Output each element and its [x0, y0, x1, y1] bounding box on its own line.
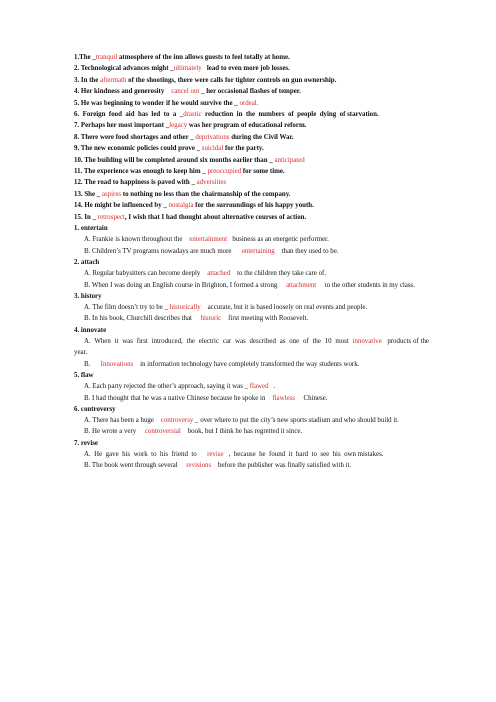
word-group-heading: 2. attach	[74, 258, 100, 266]
sentence-text: , because he found it hard to see his own mistakes.	[223, 451, 384, 459]
sentence-text: in information technology have completely transformed the way students work.	[133, 360, 360, 368]
sentence-text: A. The film doesn’t try to be _	[84, 304, 170, 312]
sentence-text: for some time.	[241, 168, 285, 176]
sentence-text: to nothing no less than the chairmanship of the company.	[121, 190, 291, 198]
sentence-item	[74, 381, 429, 392]
answer-word: innovative	[352, 338, 382, 346]
sentence-text: 3. In the	[74, 76, 101, 84]
word-group-heading: 4. innovate	[74, 326, 107, 334]
answer-word: legacy	[169, 122, 188, 130]
sentence-item	[74, 200, 429, 211]
sentence-item	[74, 313, 429, 324]
sentence-text: B. In his book, Churchill describes that	[84, 315, 201, 323]
word-group	[74, 438, 429, 472]
sentence-text: B. The book went through several	[84, 462, 187, 470]
sentence-text: 8. There were food shortages and other _	[74, 133, 196, 141]
answer-word: historic	[200, 315, 222, 323]
answer-word: suicidal	[201, 145, 224, 153]
sentence-item	[74, 336, 429, 359]
answer-word: revise	[207, 451, 224, 459]
sentence-text: 1.The _	[74, 54, 96, 61]
sentence-text: A. Each party rejected the other’s approach, saying it was _	[84, 383, 250, 391]
sentence-item	[74, 109, 429, 120]
answer-word: preoccupied	[207, 168, 242, 176]
sentence-text: 5. He was beginning to wonder if he would survive the _	[74, 99, 240, 107]
sentence-text: , I wish that I had thought about alternative courses of action.	[124, 213, 307, 221]
word-group	[74, 257, 429, 291]
sentence-text: B. When I was doing an English course in Brighton, I formed a strong	[84, 281, 286, 289]
sentence-text: _ her occasional flashes of temper.	[199, 88, 301, 96]
word-group-heading-line	[74, 404, 429, 415]
answer-word: adversities	[196, 179, 227, 187]
word-group	[74, 325, 429, 370]
sentence-text: business as an energetic performer.	[227, 236, 329, 244]
answer-word: attachment	[285, 281, 317, 289]
sentence-item	[74, 63, 429, 74]
word-group	[74, 291, 429, 325]
answer-word: revisions	[186, 462, 212, 470]
sentence-item	[74, 359, 429, 370]
sentence-text: than they used to be.	[274, 247, 339, 255]
sentence-text: products of the year.	[74, 338, 431, 357]
sentence-text: 12. The road to happiness is paved with _	[74, 179, 197, 187]
sentence-item	[74, 177, 429, 188]
sentence-item	[74, 132, 429, 143]
answer-word: entertainment	[189, 236, 228, 244]
sentence-text: for the party.	[223, 145, 264, 153]
sentence-text: 4. Her kindness and generosity	[74, 88, 172, 96]
sentence-text: 14. He might be influenced by _	[74, 202, 169, 210]
answer-word: controversial	[144, 428, 181, 436]
sentence-item	[74, 166, 429, 177]
word-form-section	[74, 223, 429, 472]
sentence-text: book, but I think he has regretted it since.	[180, 428, 303, 436]
sentence-text: during the Civil War.	[229, 133, 294, 141]
answer-word: attached	[207, 270, 231, 278]
answer-word: nostalgia	[168, 202, 194, 210]
sentence-text: 11. The experience was enough to keep him _	[74, 168, 208, 176]
sentence-text: 9. The new economic policies could prove _	[74, 145, 202, 153]
word-group-heading-line	[74, 257, 429, 268]
answer-word: entertaining	[241, 247, 275, 255]
word-group-heading: 3. history	[74, 292, 102, 300]
answer-word: Innovations	[100, 360, 134, 368]
sentence-text: A. When it was first introduced, the electric car was described as one of the 10 most	[84, 338, 353, 346]
sentence-item	[74, 393, 429, 404]
answer-word: retrospect	[97, 213, 125, 221]
answer-word: aspires	[101, 190, 122, 198]
sentence-item	[74, 212, 429, 223]
sentence-text: 15. In _	[74, 213, 98, 221]
sentence-text: A. There has been a huge	[84, 417, 161, 425]
sentence-text: A. Frankie is known throughout the	[84, 236, 190, 244]
sentence-text: B.	[84, 360, 101, 368]
sentence-text: B. I had thought that he was a native Chinese because he spoke in	[84, 394, 273, 402]
sentence-text: _ over where to put the city’s new sports stadium and who should build it.	[193, 417, 399, 425]
sentence-item	[74, 86, 429, 97]
word-group-heading-line	[74, 438, 429, 449]
sentence-item	[74, 426, 429, 437]
word-group-heading-line	[74, 370, 429, 381]
word-group-heading: 1. entertain	[74, 225, 108, 233]
sentence-text: to the other students in my class.	[316, 281, 415, 289]
sentence-item	[74, 415, 429, 426]
sentence-text: 13. She _	[74, 190, 102, 198]
sentence-item	[74, 155, 429, 166]
sentence-item	[74, 234, 429, 245]
sentence-text: 10. The building will be completed around six months earlier than _	[74, 156, 275, 164]
sentence-text: atmosphere of the inn allows guests to feel totally at home.	[117, 54, 290, 61]
sentence-item	[74, 449, 429, 460]
document-page	[74, 52, 429, 472]
answer-word: aftermath	[100, 76, 127, 84]
sentence-item	[74, 52, 429, 63]
sentence-text: 6. Foreign food aid has led to a _	[74, 111, 184, 119]
answer-word: anticipated	[274, 156, 305, 164]
answer-word: ordeal.	[239, 99, 259, 107]
sentence-item	[74, 189, 429, 200]
answer-word: ultimately	[173, 65, 202, 73]
sentence-text: was her program of educational reform.	[187, 122, 307, 130]
sentence-text: Chinese.	[294, 394, 328, 402]
sentence-text: B. Children’s TV programs nowadays are much more	[84, 247, 242, 255]
sentence-text: B. He wrote a very	[84, 428, 145, 436]
sentence-text: accurate, but it is based loosely on real events and people.	[200, 304, 368, 312]
sentence-text: of the shootings, there were calls for tighter controls on gun ownership.	[126, 76, 337, 84]
answer-word: deprivations	[195, 133, 230, 141]
sentence-text: to the children they take care of.	[230, 270, 327, 278]
sentence-item	[74, 302, 429, 313]
sentence-text: 2. Technological advances might _	[74, 65, 174, 73]
sentence-item	[74, 120, 429, 131]
answer-word: controversy	[160, 417, 194, 425]
word-group-heading-line	[74, 291, 429, 302]
sentence-text: A. He gave his work to his friend to	[84, 451, 208, 459]
sentence-text: .	[268, 383, 276, 391]
sentence-item	[74, 246, 429, 257]
answer-word: historically	[169, 304, 201, 312]
word-group	[74, 223, 429, 257]
answer-word: flawless	[272, 394, 295, 402]
sentence-item	[74, 280, 429, 291]
word-group-heading-line	[74, 325, 429, 336]
sentence-text: A. Regular babysitters can become deeply	[84, 270, 208, 278]
sentence-text: for the surroundings of his happy youth.	[193, 202, 314, 210]
word-group-heading-line	[74, 223, 429, 234]
answer-word: cancel out	[171, 88, 200, 96]
sentence-item	[74, 75, 429, 86]
sentence-text: reduction in the numbers of people dying of starvation.	[201, 111, 379, 119]
sentence-item	[74, 268, 429, 279]
sentence-text: before the publisher was finally satisfied with it.	[211, 462, 352, 470]
fill-in-section	[74, 52, 429, 223]
sentence-item	[74, 98, 429, 109]
sentence-text: lead to even more job losses.	[201, 65, 290, 73]
sentence-item	[74, 460, 429, 471]
answer-word: flawed	[249, 383, 269, 391]
word-group	[74, 370, 429, 404]
answer-word: tranquil	[95, 54, 118, 61]
sentence-text: 7. Perhaps her most important _	[74, 122, 170, 130]
answer-word: drastic	[183, 111, 202, 119]
word-group-heading: 6. controversy	[74, 405, 116, 413]
word-group	[74, 404, 429, 438]
word-group-heading: 7. revise	[74, 439, 98, 447]
sentence-text: first meeting with Roosevelt.	[221, 315, 309, 323]
sentence-item	[74, 143, 429, 154]
word-group-heading: 5. flaw	[74, 371, 94, 379]
